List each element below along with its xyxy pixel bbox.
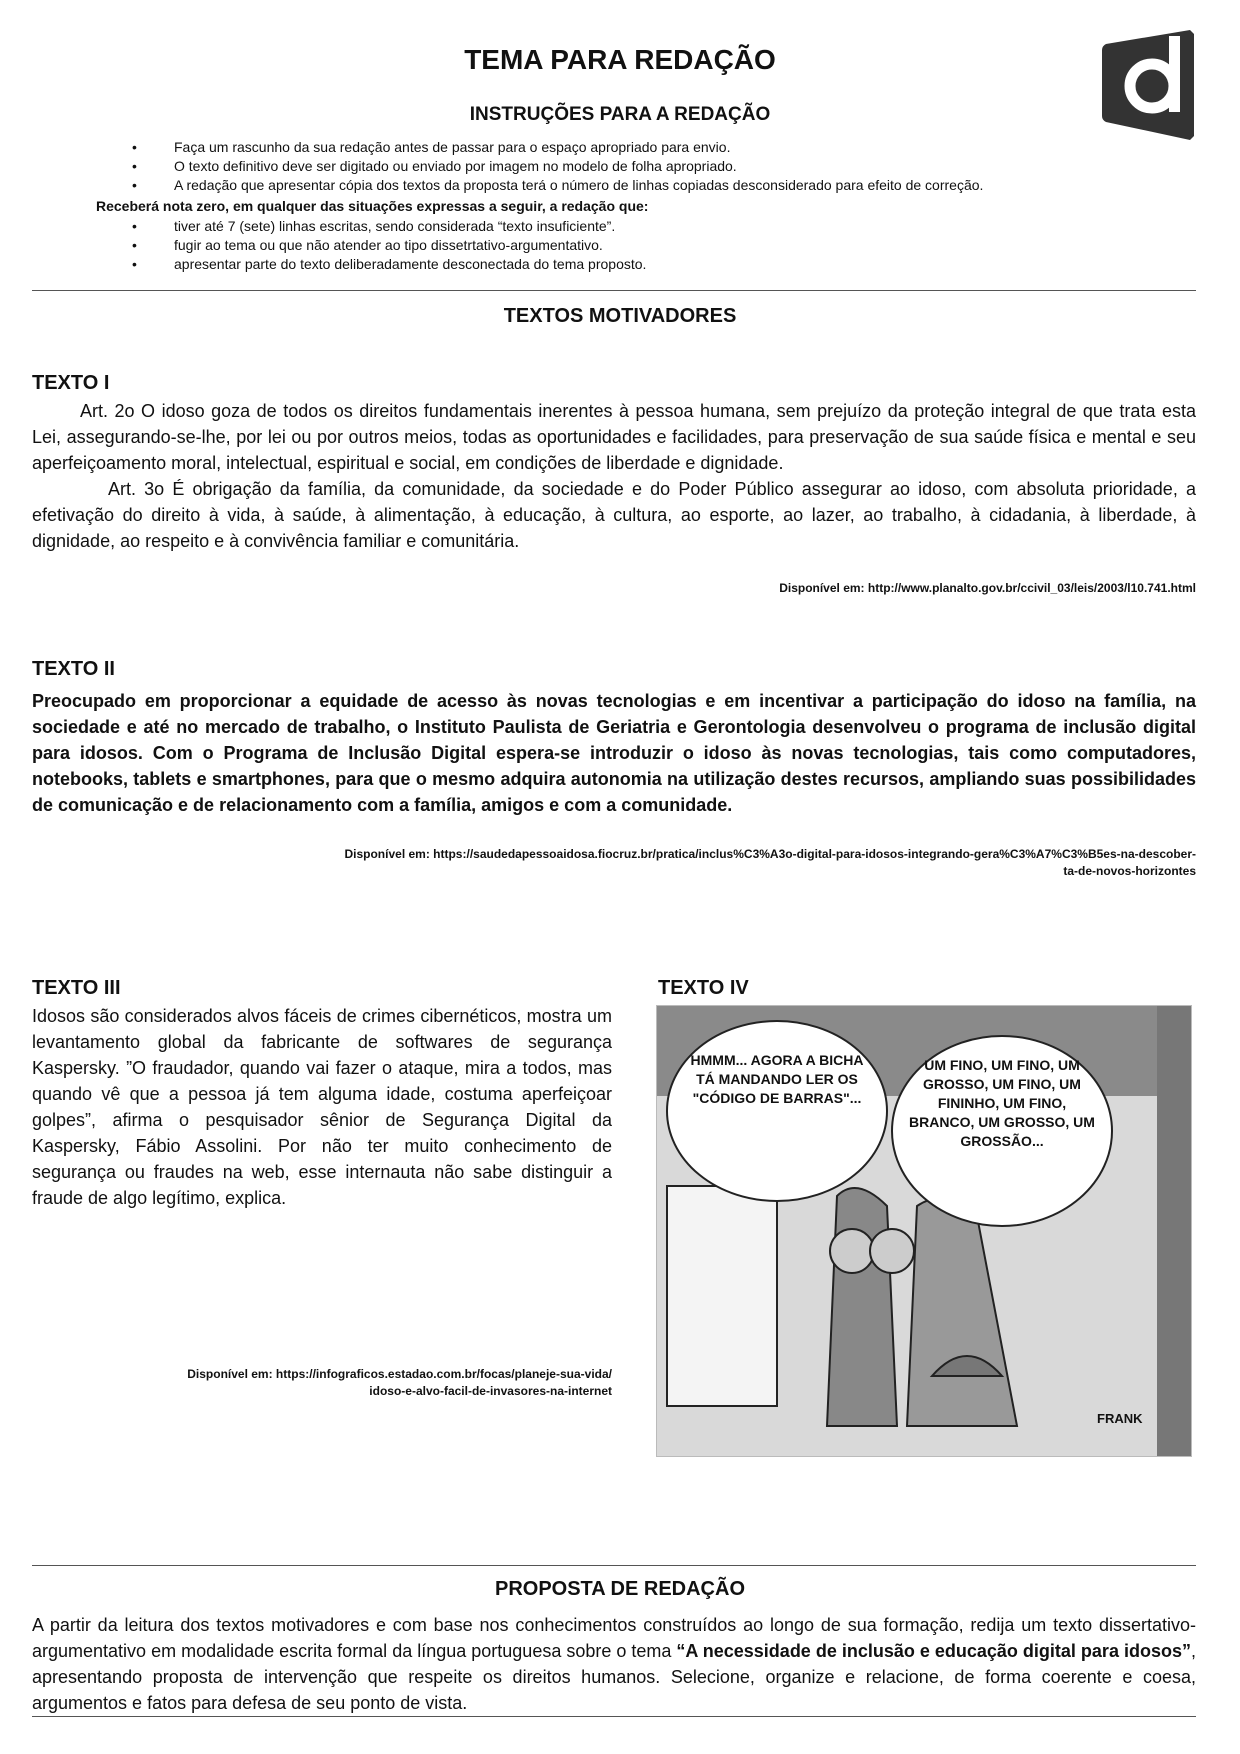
texto2-source [32,846,1196,880]
logo-icon [1100,30,1200,140]
page-title: TEMA PARA REDAÇÃO [464,44,776,75]
speech-balloon-1: HMMM... AGORA A BICHA TÁ MANDANDO LER OS "CÓDIGO DE BARRAS"... [690,1052,864,1106]
proposta-text: , apresentando proposta de intervenção que respeite os direitos humanos. Selecione, organize e relacione, de forma coerente e coesa, argumentos e fatos para defesa de seu ponto de vista. [32,1641,1196,1713]
source-line: Disponível em: https://saudedapessoaidosa.fiocruz.br/pratica/inclus%C3%A3o-digital-para-idosos-integrando-gera%C3%A7%C3%B5es-na-descober- [344,847,1196,861]
instructions-list [96,138,983,195]
zero-warning: Receberá nota zero, em qualquer das situações expressas a seguir, a redação que: [96,198,649,214]
texto1-paragraph: Art. 3o É obrigação da família, da comunidade, da sociedade e do Poder Público assegurar ao idoso, com absoluta prioridade, a efetivação do direito à vida, à saúde, à alimentação, à educação, à cultura, ao esporte, ao lazer, ao trabalho, à cidadania, à liberdade, à dignidade, ao respeito e à convivência familiar e comunitária. [32,479,1196,551]
proposta-heading: PROPOSTA DE REDAÇÃO [494,1578,746,1600]
source-line: ta-de-novos-horizontes [1063,864,1196,878]
condition-item: • apresentar parte do texto deliberadamente desconectada do tema proposto. [96,255,646,274]
instruction-item: • Faça um rascunho da sua redação antes de passar para o espaço apropriado para envio. [96,138,983,157]
texto2-title: TEXTO II [32,658,115,680]
divider [32,290,1196,291]
texto3-body: Idosos são considerados alvos fáceis de crimes cibernéticos, mostra um levantamento global da fabricante de softwares de segurança Kaspersky. ”O fraudador, quando vai fazer o ataque, mira a todos, mas quando vê que a pessoa já tem alguma idade, costuma aperfeiçoar golpes”, afirma o pesquisador sênior de Segurança Digital da Kaspersky, Fábio Assolini. Por não ter muito conhecimento de segurança ou fraudes na web, esse internauta não sabe distinguir a fraude de algo legítimo, explica. [32,1006,612,1208]
motivadores-heading: TEXTOS MOTIVADORES [503,305,737,327]
texto1-body [32,398,1196,554]
condition-item: • tiver até 7 (sete) linhas escritas, sendo considerada “texto insuficiente”. [96,217,646,236]
texto4-title: TEXTO IV [658,977,749,999]
source-line: Disponível em: https://infograficos.estadao.com.br/focas/planeje-sua-vida/ [187,1367,612,1381]
instruction-item: • A redação que apresentar cópia dos textos da proposta terá o número de linhas copiadas desconsiderado para efeito de correção. [96,176,983,195]
instruction-item: • O texto definitivo deve ser digitado ou enviado por imagem no modelo de folha apropriado. [96,157,983,176]
divider [32,1565,1196,1566]
texto1-source: Disponível em: http://www.planalto.gov.br/ccivil_03/leis/2003/l10.741.html [779,581,1196,595]
texto3-source [32,1366,612,1400]
proposta-body [32,1612,1196,1716]
texto3-title: TEXTO III [32,977,121,999]
cartoon-image [656,1005,1192,1457]
speech-balloon-2: UM FINO, UM FINO, UM GROSSO, UM FINO, UM FININHO, UM FINO, BRANCO, UM GROSSO, UM GROSSÃO... [909,1057,1095,1149]
proposta-text: A partir da leitura dos textos motivadores e com base nos conhecimentos construídos ao longo de sua formação, redija um texto dissertativo-argumentativo em modalidade escrita formal da língua portuguesa sobre o tema [32,1615,1196,1661]
texto1-paragraph: Art. 2o O idoso goza de todos os direitos fundamentais inerentes à pessoa humana, sem prejuízo da proteção integral de que trata esta Lei, assegurando-se-lhe, por lei ou por outros meios, todas as oportunidades e facilidades, para preservação de sua saúde física e mental e seu aperfeiçoamento moral, intelectual, espiritual e social, em condições de liberdade e dignidade. [32,401,1196,473]
instructions-heading: INSTRUÇÕES PARA A REDAÇÃO [469,104,771,125]
source-line: idoso-e-alvo-facil-de-invasores-na-internet [369,1384,612,1398]
cartoon-signature: FRANK [1097,1411,1143,1426]
proposta-theme: “A necessidade de inclusão e educação digital para idosos” [676,1641,1191,1661]
texto1-title: TEXTO I [32,372,110,394]
condition-item: • fugir ao tema ou que não atender ao tipo dissetrtativo-argumentativo. [96,236,646,255]
zero-conditions-list [96,217,646,274]
divider [32,1716,1196,1717]
texto2-body: Preocupado em proporcionar a equidade de acesso às novas tecnologias e em incentivar a participação do idoso na família, na sociedade e até no mercado de trabalho, o Instituto Paulista de Geriatria e Gerontologia desenvolveu o programa de inclusão digital para idosos. Com o Programa de Inclusão Digital espera-se introduzir o idoso às novas tecnologias, tais como computadores, notebooks, tablets e smartphones, para que o mesmo adquira autonomia na utilização destes recursos, ampliando suas possibilidades de comunicação e de relacionamento com a família, amigos e com a comunidade. [32,691,1196,815]
